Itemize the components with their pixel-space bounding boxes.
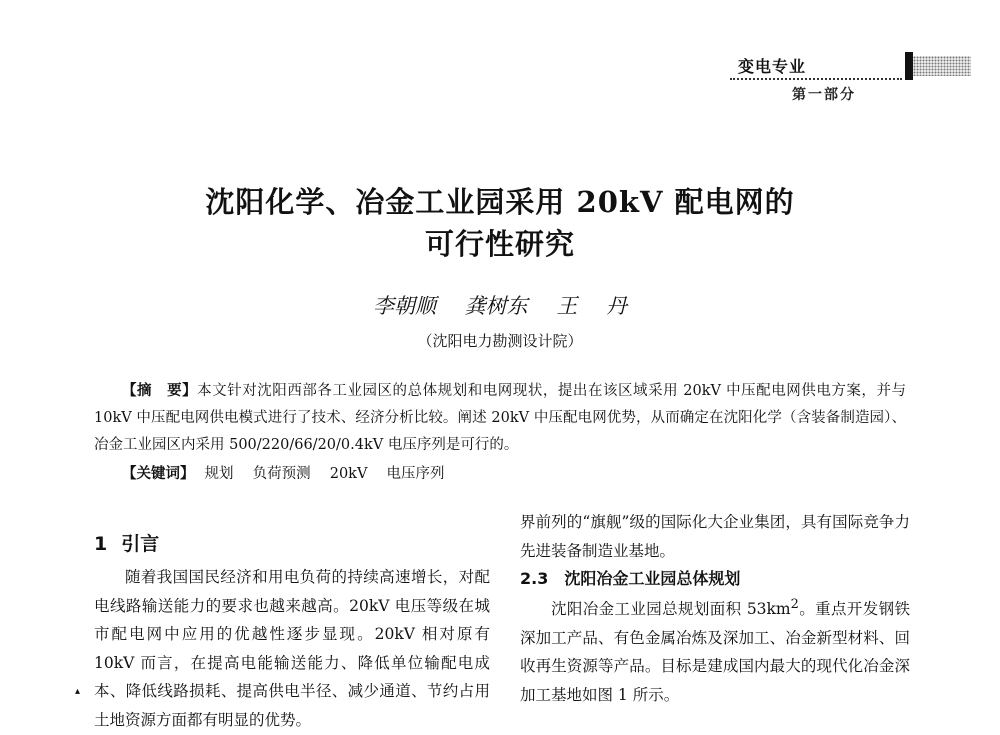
- section-2-3-text-a: 沈阳冶金工业园总规划面积 53km: [551, 600, 791, 619]
- abstract-label: 【摘 要】: [122, 383, 198, 399]
- header-halftone-block: [913, 56, 971, 76]
- abstract: [94, 378, 906, 459]
- paper-title-line1: 沈阳化学、冶金工业园采用 20kV 配电网的: [205, 185, 795, 219]
- section-header-category: 变电专业: [738, 57, 807, 76]
- header-black-bar: [905, 52, 913, 80]
- section-1-title: 引言: [121, 533, 160, 555]
- right-column-continued-text: 界前列的“旗舰”级的国际化大企业集团，具有国际竞争力先进装备制造业基地。: [520, 513, 910, 560]
- section-header-part: 第一部分: [792, 87, 856, 103]
- keywords-list: 规划 负荷预测 20kV 电压序列: [204, 466, 445, 482]
- section-2-3-paragraph: [520, 591, 910, 710]
- section-2-3-title: 沈阳冶金工业园总体规划: [564, 569, 741, 588]
- section-2-3-heading: [520, 566, 740, 589]
- abstract-text: 本文针对沈阳西部各工业园区的总体规划和电网现状，提出在该区域采用 20kV 中压配电网供电方案，并与 10kV 中压配电网供电模式进行了技术、经济分析比较。阐述 20kV 中压配电网优势，从而确定在沈阳化学（含装备制造园）、冶金工业园区内采用 500/220/66/20/0.4kV 电压序列是可行的。: [94, 383, 906, 453]
- superscript-2: 2: [790, 597, 799, 612]
- section-1-number: 1: [94, 533, 108, 555]
- paper-authors: 李朝顺 龚树东 王 丹: [372, 294, 628, 318]
- header-dotted-rule: [730, 78, 902, 80]
- margin-mark: ▴: [75, 686, 81, 697]
- section-2-3-number: 2.3: [520, 569, 549, 588]
- keywords-label: 【关键词】: [122, 466, 195, 482]
- section-2-3-text-b: 。重点开发钢铁深加工产品、有色金属冶炼及深加工、冶金新型材料、回收再生资源等产品。目标是建成国内最大的现代化冶金深加工基地如图 1 所示。: [520, 600, 910, 704]
- paper-title-line2: 可行性研究: [424, 227, 575, 261]
- paper-affiliation: （沈阳电力勘测设计院）: [417, 332, 583, 350]
- keywords: [122, 462, 445, 483]
- section-1-heading: [94, 529, 159, 556]
- section-1-paragraph: 随着我国国民经济和用电负荷的持续高速增长，对配电线路输送能力的要求也越来越高。20kV 电压等级在城市配电网中应用的优越性逐步显现。20kV 相对原有 10kV 而言，在提高电能输送能力、降低单位输配电成本、降低线路损耗、提高供电半径、减少通道、节约占用土地资源方面都有明显的优势。: [94, 568, 490, 729]
